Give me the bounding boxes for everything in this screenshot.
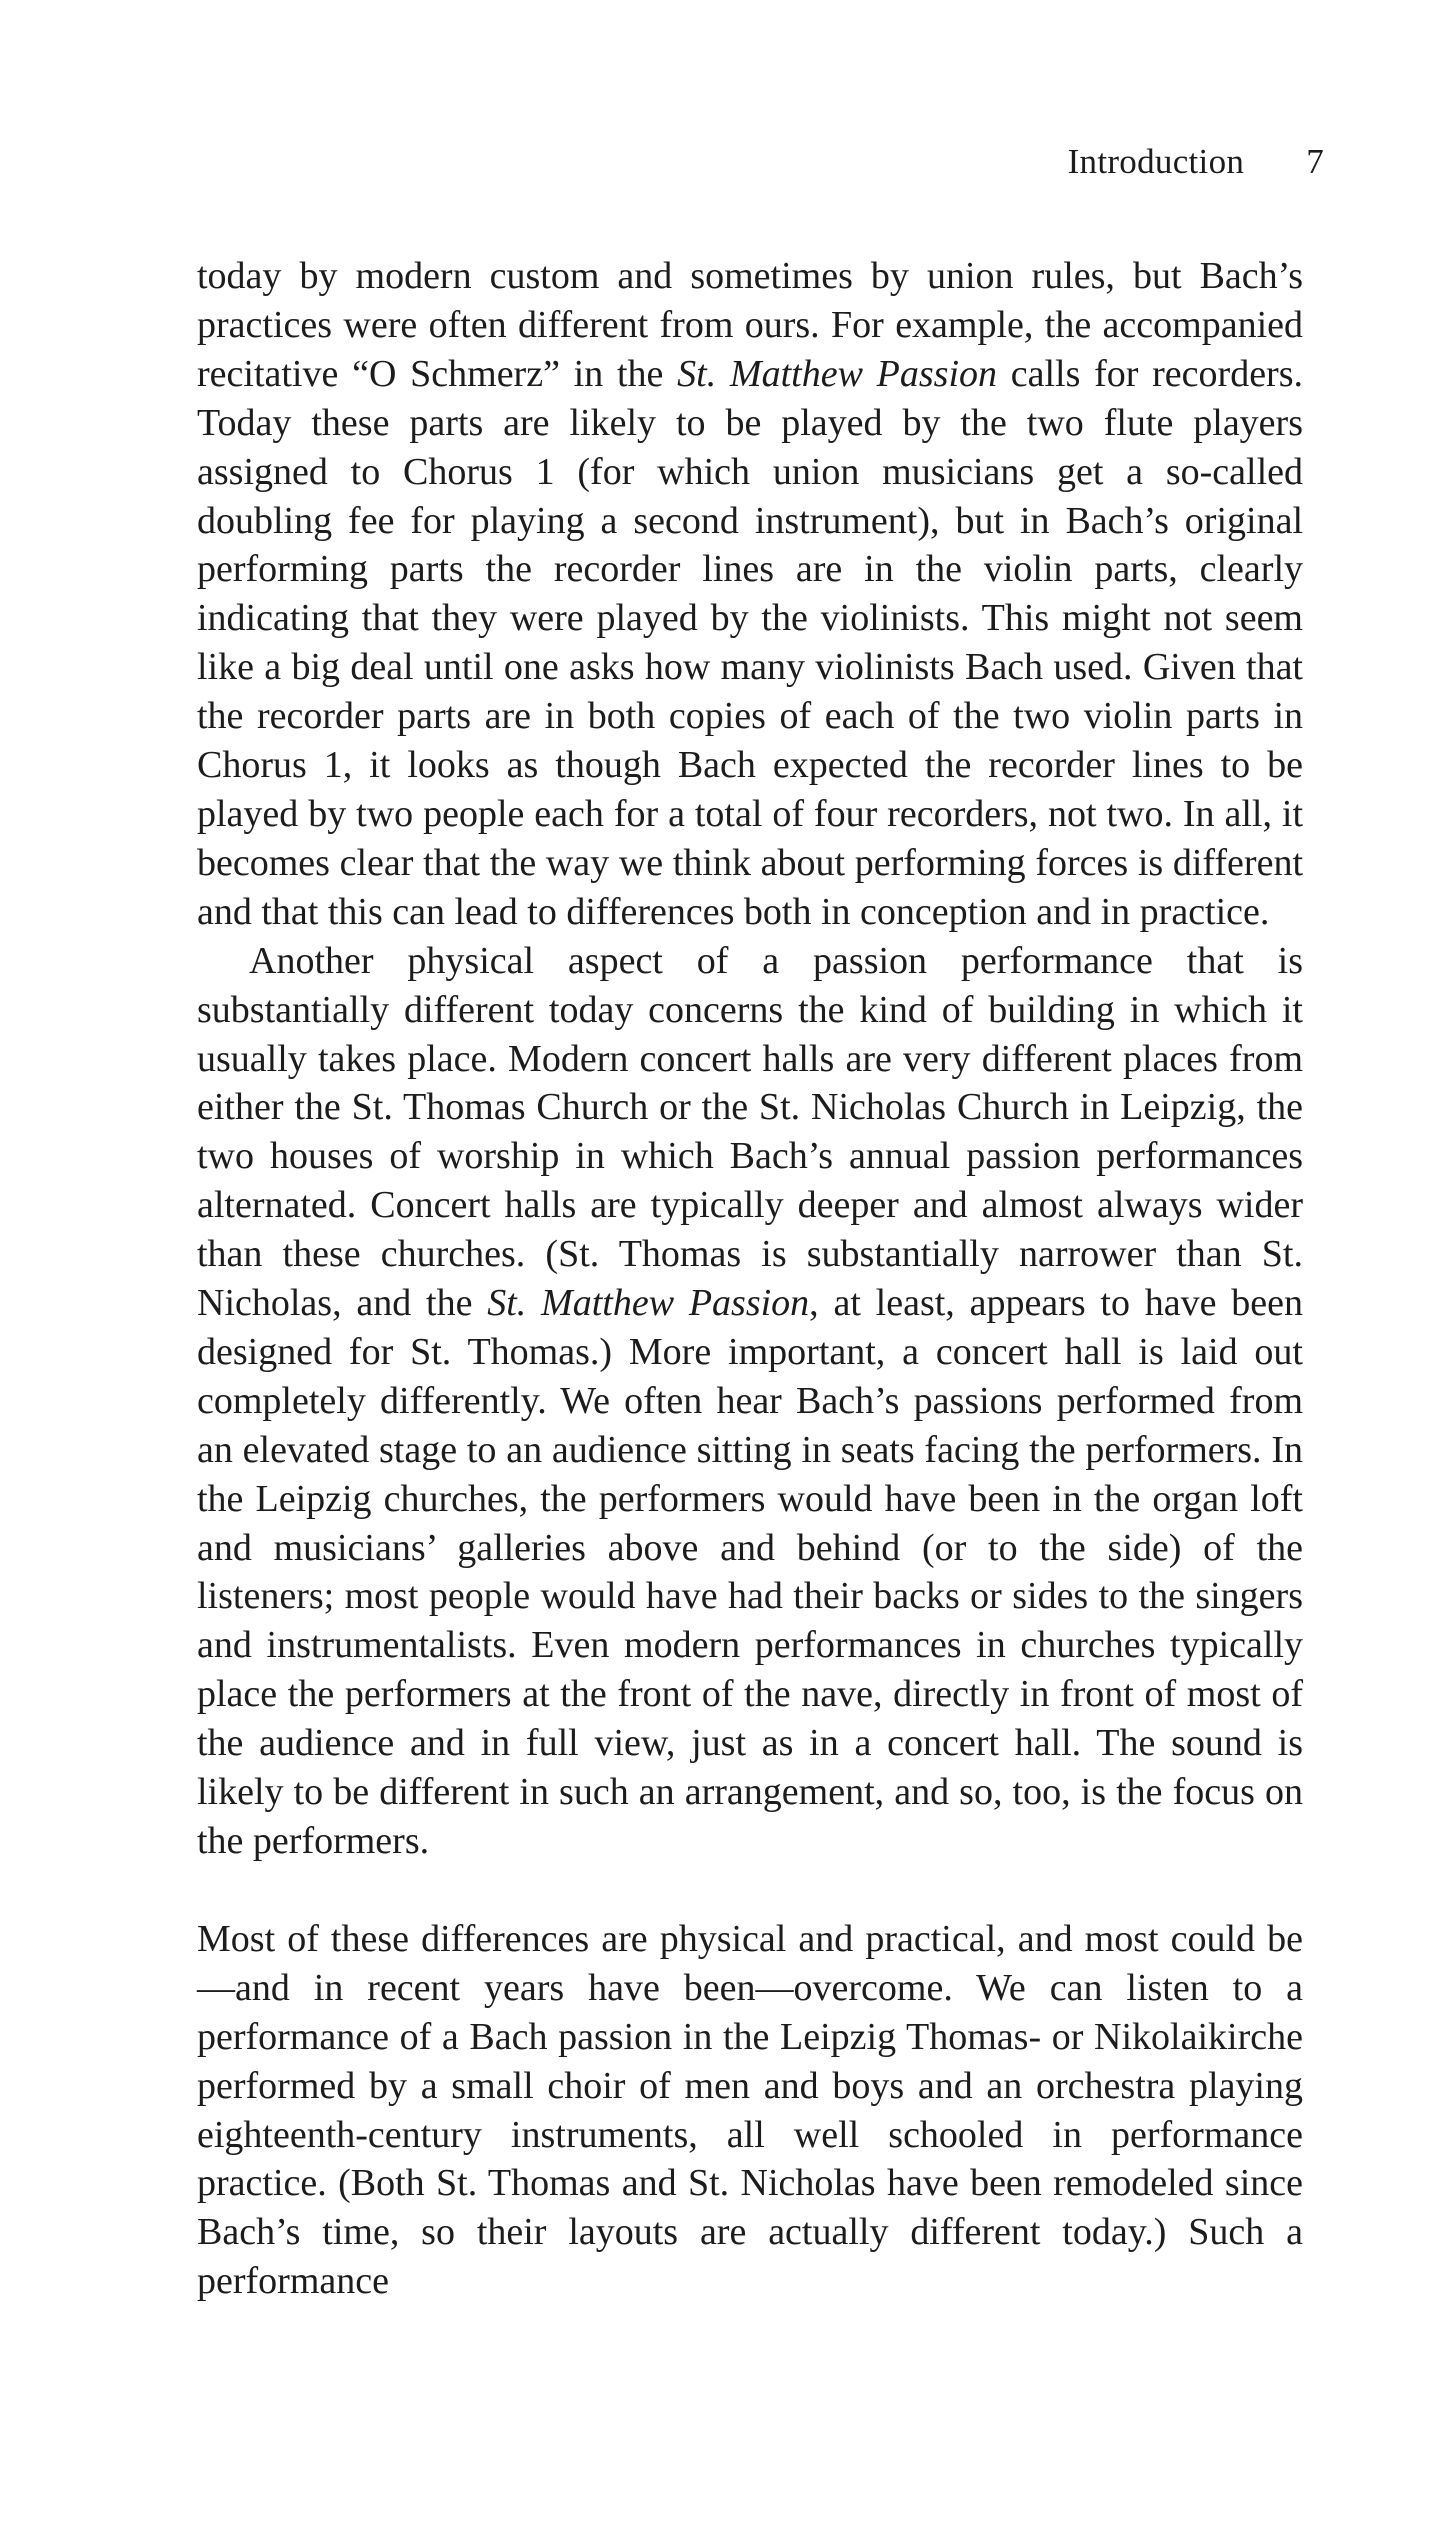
body-text [197, 252, 1303, 2306]
paragraph-text: , at least, appears to have been designed for St. Thomas.) More important, a concert hall is laid out completely differently. We often hear Bach’s passions performed from an elevated stage to an audience sitting in seats facing the performers. In the Leipzig churches, the performers would have been in the organ loft and musicians’ galleries above and behind (or to the side) of the listeners; most people would have had their backs or sides to the singers and instrumentalists. Even modern performances in churches typically place the performers at the front of the nave, directly in front of most of the audience and in full view, just as in a concert hall. The sound is likely to be different in such an arrangement, and so, too, is the focus on the performers. [197, 1282, 1303, 1862]
paragraph-text: Another physical aspect of a passion performance that is substantially different today concerns the kind of building in which it usually takes place. Modern concert halls are very different places from either the St. Thomas Church or the St. Nicholas Church in Leipzig, the two houses of worship in which Bach’s annual passion performances alternated. Concert halls are typically deeper and almost always wider than these churches. (St. Thomas is substantially narrower than St. Nicholas, and the [197, 939, 1303, 1325]
work-title-italic: St. Matthew Passion [677, 352, 997, 395]
running-head-title: Introduction [1067, 142, 1245, 181]
paragraph-text: calls for recorders. Today these parts are likely to be played by the two flute players assigned to Chorus 1 (for which union musicians get a so-called doubling fee for playing a second instrument), but in Bach’s original performing parts the recorder lines are in the violin parts, clearly indicating that they were played by the violinists. This might not seem like a big deal until one asks how many violinists Bach used. Given that the recorder parts are in both copies of each of the two violin parts in Chorus 1, it looks as though Bach expected the recorder lines to be played by two people each for a total of four recorders, not two. In all, it becomes clear that the way we think about performing forces is different and that this can lead to differences both in conception and in practice. [197, 352, 1304, 933]
running-head [1068, 140, 1324, 184]
paragraph-recorders [197, 252, 1303, 937]
paragraph-differences [197, 1915, 1303, 2306]
page-number: 7 [1306, 142, 1324, 181]
paragraph-text: today by modern custom and sometimes by union rules, but Bach’s practices were often different from ours. For example, the accompanied recitative “O Schmerz” in the [197, 255, 1303, 395]
work-title-italic: St. Matthew Passion [487, 1282, 810, 1325]
paragraph-text: Most of these differences are physical and practical, and most could be—and in recent years have been—overcome. We can listen to a performance of a Bach passion in the Leipzig Thomas- or Nikolaikirche performed by a small choir of men and boys and an orchestra playing eighteenth-century instruments, all well schooled in performance practice. (Both St. Thomas and St. Nicholas have been remodeled since Bach’s time, so their layouts are actually different today.) Such a performance [197, 1917, 1303, 2303]
paragraph-buildings [197, 937, 1303, 1866]
